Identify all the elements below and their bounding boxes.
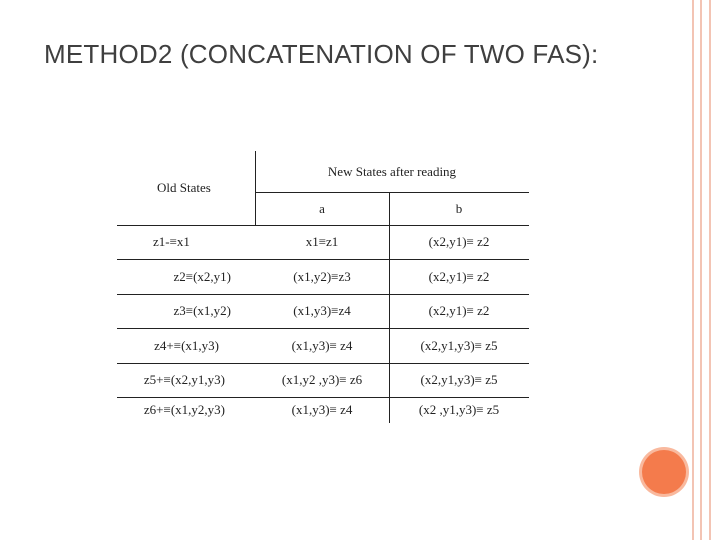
state-transition-table	[117, 151, 529, 423]
header-old-states: Old States	[157, 180, 211, 195]
table-cell-old: z4+≡(x1,y3)	[154, 337, 219, 353]
table-cell-old: z3≡(x1,y2)	[173, 303, 231, 318]
header-col-b: b	[455, 200, 463, 216]
header-new-states: New States after reading	[327, 163, 457, 179]
table-cell-old: z1-≡x1	[153, 234, 190, 249]
table-cell-a: x1≡z1	[305, 234, 339, 249]
frame-line	[700, 0, 702, 540]
table-cell-b: (x2,y1)≡ z2	[428, 268, 490, 284]
table-cell-a: (x1,y3)≡ z4	[291, 402, 353, 417]
table-cell-b: (x2,y1)≡ z2	[428, 303, 490, 318]
table-cell-b: (x2,y1)≡ z2	[428, 234, 490, 249]
slide-title: METHOD2 (CONCATENATION OF TWO FAS):	[44, 39, 599, 69]
table-cell-b: (x2,y1,y3)≡ z5	[420, 337, 498, 353]
table-cell-a: (x1,y3)≡ z4	[291, 337, 353, 353]
table-cell-old: z2≡(x2,y1)	[173, 268, 231, 284]
frame-line	[692, 0, 694, 540]
decorative-circle	[642, 450, 686, 494]
table-cell-a: (x1,y2 ,y3)≡ z6	[281, 372, 363, 387]
table-cell-b: (x2,y1,y3)≡ z5	[420, 372, 498, 387]
table-cell-b: (x2 ,y1,y3)≡ z5	[418, 402, 500, 417]
header-col-a: a	[319, 200, 325, 216]
frame-line	[709, 0, 711, 540]
table-cell-a: (x1,y2)≡z3	[293, 268, 351, 284]
table-cell-a: (x1,y3)≡z4	[293, 303, 351, 318]
table-cell-old: z5+≡(x2,y1,y3)	[143, 372, 225, 387]
table-cell-old: z6+≡(x1,y2,y3)	[143, 402, 225, 417]
